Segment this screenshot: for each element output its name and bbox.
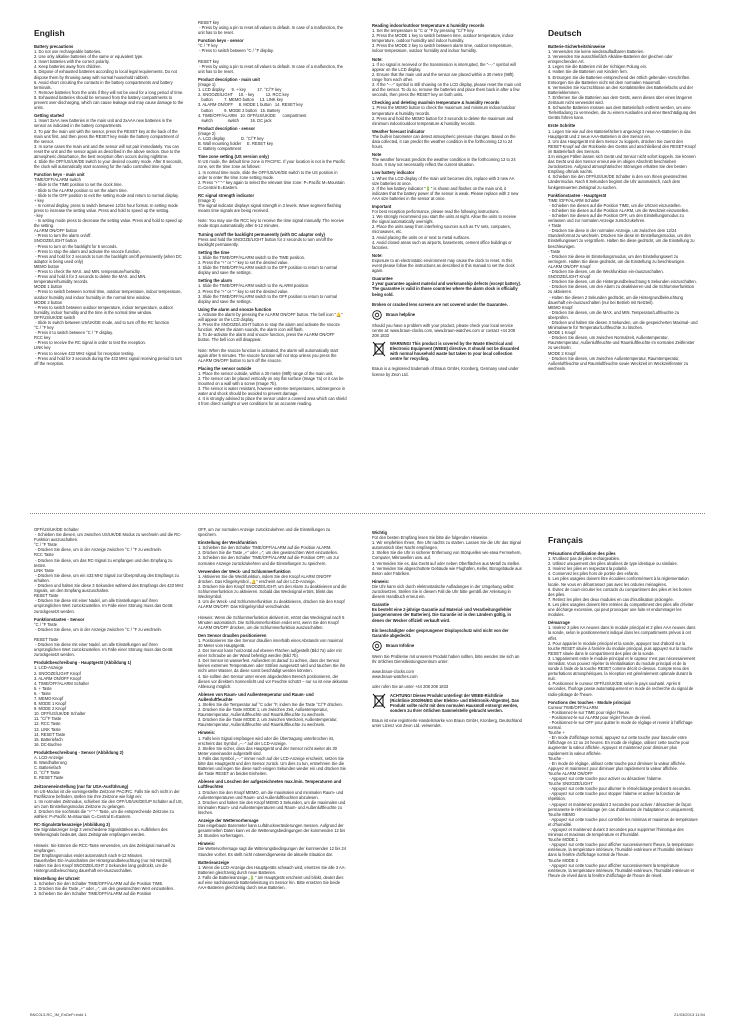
section-heading: Note: xyxy=(372,56,383,62)
section-text: 1. Set the temperature to °C or °F by pressing °C/°F key. 2. Press the MODE 1 key to switch between time, outdoor temperature, indoor temperature, outdoor humidity and indoor humidity. 3. Press the MODE 2 key to switch between alarm time, outdoor temperature, indoor temperature, outdoor humidity and indoor humidity. xyxy=(372,28,514,54)
section-text: 1. Do not use rechargeable batteries. 2. Use only alkaline batteries of the same or equivalent type. 3. Insert batteries with the correct polarity. 4. Keep batteries away from children. 5. Dispose of exhausted batteries according to local legal requirements. Do not dispose them by throwing away with normal household rubbish. 6. Avoid short circuiting the contacts in the battery compartments and battery terminals. 7. Remove batteries from the units if they will not be used for a long period of time. 8. Exhausted batteries should be removed from the battery compartments to prevent over-discharging, which can cause leakage and may cause damage to the units. xyxy=(34,49,184,111)
helpline-icon xyxy=(372,641,382,651)
section-text: 1. Insérez 3 piles AA neuves dans le module principal et 2 piles AAA neuves dans la sonde, selon le positionnement indiqué dans les compartiments prévus à cet effet. 2. Pour apparier le module principal et la sonde, appuyez tout d'abord sur la touche RESET située à l'arrière du module principal, puis appuyez sur la touche RESET située dans le compartiment des piles de la sonde. 3. L'appariement entre le module principal et le capteur n'est pas nécessairement immédiat. Vous pouvez répéter la réinitialisation du module principal et de la sonde à l'aide de la touche RESET comme décrit ci-dessus. Compte tenu des perturbations atmosphériques, la réception est généralement optimale durant la nuit. 4. Positionnez le curseur OFF/US/UK/DE selon le pays souhaité. Après 8 secondes, l'horloge passe automatiquement en mode de recherche du signal de radio-pilotage de l'heure. xyxy=(548,625,696,697)
section-heading: Ablesen von Raum- und Außentemperatur und Raum- und Außenluftfeuchte xyxy=(198,691,314,702)
section-heading: RC-Signalstärkeanzeige (Abbildung 3) xyxy=(34,822,110,828)
section-heading: Note xyxy=(372,152,382,158)
section-heading: Hinweis: xyxy=(372,578,390,584)
section-heading: Reading indoor/outdoor temperature & humidity records xyxy=(372,23,485,28)
section-text: Das eingebaute Barometer kann Luftdruckveränderungen messen. Aufgrund der gesammelten Daten kann es die Wetterungsbedingungen der kommenden 12 bis 24 Stunden vorhersagen. xyxy=(198,823,347,839)
section-heading: Getting started xyxy=(34,113,64,119)
section-text: Braun is a registered trademark of Braun GmbH, Kronberg, Germany used under license by Zeon Ltd. xyxy=(372,366,520,377)
top-sheet xyxy=(0,20,735,520)
crossed-bin-icon xyxy=(372,341,386,357)
section-text: Should you have a problem with your product, please check your local service centre at: www.braun-clocks.com, www.braun-watches.com or contact +44 208 208 1833 xyxy=(372,322,517,338)
footer-file: BNC013-RC_IM_EnDeFr.indd 1 xyxy=(30,1012,87,1017)
section-heading: Funktionstasten - Sensor xyxy=(34,616,85,622)
section-heading: Note: xyxy=(372,252,383,258)
section-text: 1. LCD-Anzeige 2. SNOOZE/LIGHT Knopf 3. ALARM ON/OFF Knopf 4. TIME/OFF/ALARM Schalter 5. + Taste 6. - Taste 7. MEMO Knopf 8. MODE 1 Knopf 9. MODE 2 Knopf 10. OFF/US/UK/DE Schalter 11. °C/°F Taste 12. RCC Taste 13. LINK Taste 14. RESET Taste 15. Batteriefach 16. DC-Buchse xyxy=(34,665,89,747)
section-text: 1. Drücken Sie den Knopf MEMO, um die maximalen und minimalen Raum- und Außentemperaturen und Raum- und Außenluftfeuchten abzulesen. 2. Drücken und halten Sie den Knopf MEMO 3 Sekunden, um die maximalen und minimalen Raum- und Außentemperaturen und Raum- und Außenluftfeuchte zu löschen. xyxy=(198,789,346,815)
section-heading: Braun Infoline xyxy=(386,643,415,649)
section-text: 1. Schieben Sie den Schalter TIME/OFF/ALARM auf die Position TIME. 2. Drücken Sie die Taste „+" oder „-", um den gewünschten Wert einzustellen. 3. Schieben Sie den Schalter TIME/OFF/ALARM auf die Position xyxy=(34,881,175,897)
section-heading: Product description - main unit xyxy=(198,76,260,82)
section-heading: Guarantee xyxy=(372,276,393,282)
section-text: Braun ist eine registrierte Handelsmarke von Braun GmbH, Kronberg, Deutschland unter Lizenz von Zeon Ltd. verwendet. xyxy=(372,717,524,728)
section-text: Im US-Modus ist die voreingestellte Zeitzone PACIFIC. Falls Sie sich nicht in der Pazifikzone befinden, stellen Sie Ihre Zeitzone wie folgt ein: 1. Im normalen Zeitmodus, schieben Sie den OFF/US/UK/DE/UP Schalter auf US, um zum Einstellungsmodus Zeitzone zu gelangen. 2. Drücken Sie nochmals die "+" "-" Taste, um die entsprechende Zeitzone zu wählen: P=Pacific M=Mountain C=Central E=Eastern. xyxy=(34,788,183,820)
section-heading: Démarrage xyxy=(548,620,570,626)
section-text: 1. When the LCD display of the main unit becomes dim, replace with 3 new AA size batteries at once. 2. If the low battery indicator "🔋" is shown and flashes on the main unit, it indicates that the battery power of the sensor is weak. Please replace with 2 new AAA size batteries in the sensor at once. xyxy=(372,175,519,201)
section-heading: Produktbeschreibung - Sensor (Abbildung 2) xyxy=(34,749,124,755)
section-heading: Hinweis: xyxy=(198,841,216,847)
footer-date: 21/03/2013 11:54 xyxy=(674,1012,705,1017)
section-text: The weather forecast predicts the weather condition in the forthcoming 12 to 24 hours. It may not necessarily reflect the current situation. xyxy=(372,157,517,168)
section-text: Die Wettervorhersage sagt die Witterungsbedingungen der kommenden 12 bis 24 Stunden vorher. Es stellt nicht notwendigerweise die aktuelle Situation dar. xyxy=(198,846,348,857)
section-text: OFF, um zur normalen Anzeige zurückzukehren und die Einstellungen zu speichern. xyxy=(198,527,332,538)
weee-notice xyxy=(372,693,522,715)
section-text: Curseur TIME/OFF/ALARM - Positionnez-le sur TIME pour régler l'heure. - Positionnez-le sur ALARM pour régler l'heure de réveil. - Positionnez-le sur OFF pour quitter le mode de réglage et revenir à l'affichage normal. Touche + - En mode d'affichage normal, appuyez sur cette touche pour basculer entre l'affichage en 12 ou 24 heures. En mode de réglage, utilisez cette touche pour augmenter la valeur affichée. Appuyez et maintenez pour diminuer plus rapidement la valeur affichée. Touche - - En mode de réglage, utilisez cette touche pour diminuer la valeur affichée. Appuyez et maintenez pour diminuer plus rapidement la valeur affichée. Touche ALARM ON/OFF - Appuyez sur cette touche pour activer ou désactiver l'alarme. Touche SNOOZE/LIGHT - Appuyez sur cette touche pour allumer le rétroéclairage pendant 5 secondes. - Appuyez sur cette touche pour stopper l'alarme et activer la fonction de répétition. - Appuyez et maintenez pendant 2 secondes pour activer / désactiver de façon permanente le rétroéclairage (en cas d'utilisation de l'adaptateur cc uniquement). Touche MEMO - Appuyez sur cette touche pour contrôler les minimas et maximas de température et d'humidité. - Appuyez et maintenez durant 3 secondes pour supprimer l'historique des minimas et maximas de température et d'humidité. Touche MODE 1 - Appuyez sur cette touche pour afficher successivement l'heure, la température extérieure, la température intérieure, l'humidité extérieure et l'humidité intérieure dans la fenêtre d'affichage normal de l'heure. Touche MODE 2 - Appuyez sur cette touche pour afficher successivement la température extérieure, la température intérieure, l'humidité extérieure, l'humidité intérieure et l'heure de réveil dans la fenêtre d'affichage de l'heure de réveil. xyxy=(548,704,698,878)
language-title: Français xyxy=(548,535,583,545)
section-heading: Garantie xyxy=(372,602,389,608)
section-heading: Function keys - sensor xyxy=(198,38,244,44)
section-text: 2 year guarantee against material and workmanship defects (except battery). The guarantee is valid in those countries where the alarm clock is officially being sold. Broken or cracked lens screens are not covered under the Guarantee. xyxy=(372,281,522,307)
section-text: °C / °F Taste - Drücken Sie diese, um in der Anzeige zwischen °C / °F zu wechseln. RESET Taste - Drücken Sie diese mit einer Nadel, um alle Einstellungen auf ihren ursprünglichen Wert zurückzustellen. Im Falle einer Störung muss das Gerät zurückgesetzt werden. xyxy=(34,621,173,658)
section-heading: Batterieanzeige xyxy=(198,859,229,865)
section-heading: Product description - sensor xyxy=(198,125,256,131)
col-english-2 xyxy=(198,20,348,520)
print-footer xyxy=(30,1012,705,1017)
col-deutsch xyxy=(548,20,698,520)
section-text: Für den besten Empfang lesen Sie bitte die folgenden Hinweise. 1. Wir empfehlen Ihnen, Ihre Uhr nachts zu starten. Lassen Sie die Uhr das Signal automatisch über Nacht empfangen. 2. Stellen Sie die Uhr in sicherer Entfernung von Störquellen wie etwa Fernsehern, Computer, Mikrowellen usw. auf. 3. Vermeiden Sie es, das Gerät auf oder neben Oberflächen aus Metall zu stellen. 4. Vermeiden Sie abgeschottete Gebäude wie Flughäfen, Keller, Bürogebäude aus Beton oder Fabriken. xyxy=(372,535,522,576)
section-heading: Wichtig xyxy=(372,530,388,535)
section-text: 1. N'utilisez pas de piles rechargeables. 2. Utilisez uniquement des piles alcalines de type identique ou similaire. 3. Insérez les piles en respectant la polarité. 4. Conservez les piles hors de portée des enfants. 5. Les piles usagées doivent être écoulées conformément à la réglementation locale. Ne vous en débarrassez pas avec les ordures ménagères. 6. Évitez de court-circuiter les contacts du compartiment des piles et les bornes des piles. 7. Retirez les piles des deux modules en cas d'inutilisation prolongée. 8. Les piles usagées doivent être retirées du compartiment des piles afin d'éviter une décharge excessive, qui peut provoquer une fuite et endommager les modules. xyxy=(548,556,694,618)
section-heading: Placing the sensor outside xyxy=(198,365,252,371)
language-title: English xyxy=(34,28,65,38)
section-text: Press and hold the SNOOZE/LIGHT button for 2 seconds to turn on/off the backlight permanently. xyxy=(198,236,334,247)
section-text: 1. Stellen Sie die Temperatur auf °C oder °F, indem Sie die Taste °C/°F drücken. 2. Drücken Sie die Taste MODE 1, um zwischen Zeit, Außentemperatur, Raumtemperatur, Außenluftfeuchte und Raumluftfeuchte zu wechseln. 3. Drücken Sie die Taste MODE 2, um zwischen Weckzeit, Außentemperatur, Raumtemperatur, Außenluftfeuchte und Raumluftfeuchte zu wechseln. xyxy=(198,702,343,728)
section-text: Die Signalanzeiger zeigt 3 verschiedene Signalstärken an. Aufblinken des Wellensignals bedeutet, dass Zeitsignale empfangen werden. Hinweis: Sie können die RCC-Taste verwenden, um das Zeitsignal manuell zu empfangen. Der Empfangsmodus endet automatisch nach 6-12 Minuten. Dauerhaftes Ein-/Ausschalten der Hintergrundbeleuchtung (nur mit Netzteil). Halten Sie den Knopf SNOOZE/LIGHT 2 Sekunden lang gedrückt, um die Hintergrundbeleuchtung dauerhaft ein-/auszuschalten. xyxy=(34,827,176,873)
section-text: ACHTUNG! Dieses Produkt unterliegt der WEEE-Richtlinie (Richtlinie 2002/96/EG über Elektro- und Elektronik-Altgeräte). Das Produkt sollte nicht mit dem normalen Hausmüll entsorgt werden, sondern zu Ihrer örtlichen Sammelstelle gebracht werden. xyxy=(390,692,521,713)
helpline-heading-row xyxy=(372,310,522,320)
section-text: (Image 2) A. LCD display D. °C/°F key B. Wall mounting holder E. RESET key C. Battery compartment xyxy=(198,130,274,152)
section-text: Die Uhr kann sich durch elektrostatische Aufladungen in der Umgebung selbst zurücksetzen. Stellen Sie in diesem Fall die Uhr bitte gemäß der Anleitung in diesem Handbuch erneut ein. xyxy=(372,583,515,600)
section-heading: Turning on/off the backlight permanently (with DC adaptor only) xyxy=(198,231,325,237)
section-heading: Précautions d'utilisation des piles xyxy=(548,551,616,556)
section-text: 1. Positionieren Sie den Sensor draußen innerhalb eines Abstands von maximal 30 Meter vom Hauptgerät. 2. Der Sensor kann horizontal auf ebenen Flächen aufgestellt (Bild 7a) oder mit einer Schraube an der Wand befestigt werden (Bild 7b). 3. Der Sensor ist wasserfest. Außerdem ist darauf zu achten, dass der Sensor keinen extremen Temperaturen oder Stößen ausgesetzt wird und tauchen Sie ihn nicht unter Wasser, da diese sonst beschädigt werden könnten. 4. Sie sollten den Sensor unter einem abgedeckten Bereich positionieren, der diesen vor direktem Sonnenlicht und vor Feuchte schützt – nur so ist eine akkurate Ablesung möglich. xyxy=(198,637,348,689)
weee-notice xyxy=(372,341,522,363)
language-title: Deutsch xyxy=(548,28,582,38)
section-heading: Verwenden der Weck- und Schlummerfunktion xyxy=(198,568,291,574)
section-text: (Image 1) 1. LCD display 9. + key 17. °C/°F key 2. SNOOZE/LIGHT 10. - key 12. RCC key button 7. MEMO button 13. LINK key 3. ALARM ON/OFF 8. MODE 1 button 14. RESET key button 9. MODE 2 button 15. Battery 4. TIME/OFF/ALARM 10. OFF/US/UK/DE compartment switch switch 16. DC jack xyxy=(198,82,307,123)
section-heading: Checking and deleting max/min temperature & humidity records xyxy=(372,100,500,106)
section-text: 1. Slide the TIME/OFF/ALARM switch to the TIME position. 2. Press the "+" or "-" key to set the desired value. 3. Slide the TIME/OFF/ALARM switch to the OFF position to return to normal display and save the settings. xyxy=(198,254,337,276)
section-heading: Fonctions des touches - Module principal xyxy=(548,699,631,705)
section-heading: Ablesen und Löschen der aufgezeichneten max./min. Temperaturen und Luftfeuchten xyxy=(198,779,342,790)
section-heading: Low battery indicator xyxy=(372,170,415,176)
section-heading: Braun helpline xyxy=(386,312,416,318)
col-deutsch-4 xyxy=(372,527,522,1007)
crossed-bin-icon xyxy=(372,693,386,709)
section-text: 1. Aktivieren Sie die Weckfunktion, indem Sie den Knopf ALARM ON/OFF drücken. Das Klingelsymbol „🔔" erscheint auf der LCD-Anzeige. 2. Drücken Sie den Knopf SNOOZE/LIGHT, um den Alarm zu deaktivieren und die Schlummerfunktion zu aktivieren. Sobald das Wecksignal ertönt, blinkt das Wecksymbol. 3. Um die Weck- und Schlummerfunktion zu deaktivieren, drücken Sie den Knopf ALARM ON/OFF. Das Klingelsymbol verschwindet. Hinweis: Wenn die Schlummerfunktion aktiviert ist, ertönt das Wecksignal nach 5 Minuten automatisch. Die Schlummerfunktion endet erst, wenn Sie den Knopf ALARM ON/OFF drücken, um die Schlummerfunktion auszuschalten. xyxy=(198,573,347,630)
section-heading: Batterie-Sicherheitshinweise xyxy=(548,44,606,49)
col-english-3 xyxy=(372,20,522,520)
section-text: Es besteht eine 2-jährige Garantie auf Material- und Verarbeitungsfehler (ausgenommen der Batterien). Die Garantie ist in den Ländern gültig, in denen der Wecker offiziell verkauft wird. Ein beschädigter oder gesprungener Displayschutz wird nicht von der Garantie abgedeckt. xyxy=(372,607,512,638)
section-text: 1. Schieben Sie den Schalter TIME/OFF/ALARM auf die Position ALARM. 2. Drücken Sie die Taste „+" oder „-", um den gewünschten Wert einzustellen. 3. Schieben Sie den Schalter TIME/OFF/ALARM auf die Position OFF, um zur normalen Anzeige zurückzukehren und die Einstellungen zu speichern. xyxy=(198,545,339,566)
section-text: TIME /OFF/ALARM Schalter - Schieben Sie diesen auf die Position TIME, um die Uhrzeit einzustellen. - Schieben Sie diesen auf die Position ALARM, um die Weckzeit einzustellen. - Schieben Sie diesen auf die Position OFF, um den Einstellungsmodus zu verlassen und zur normalen Anzeige zurückzukehren. + Taste - Drücken Sie diese in der normalen Anzeige, um zwischen dem 12/24 Stundenformat zu wechseln. Drücken Sie diese im Einstellungsmodus, um den Einstellungswert zu vergrößern. Halten Sie diese gedrückt, um die Einstellung zu beschleunigen. - Taste - Drücken Sie diese im Einstellungsmodus, um den Einstellungswert zu verringern. Halten Sie diese gedrückt, um die Einstellung zu beschleunigen. ALARM ON/OFF Knopf - Drücken Sie diesen, um die Weckfunktion ein-/auszuschalten. SNOOZE/LIGHT Knopf - Drücken Sie diesen, um die Hintergrundbeleuchtung 5 Sekunden einzuschalten. - Drücken Sie diesen, um den Alarm zu deaktivieren und die Schlummerfunktion zu aktivieren. - Halten Sie diesen 2 Sekunden gedrückt, um die Hintergrundbeleuchtung dauerhaft ein-/auszuschalten (nur bei Betrieb mit Netzteil). MEMO Knopf - Drücken Sie diesen, um die MAX. und MIN. Temperatur/Luftfeuchte zu überprüfen. - Drücken und halten Sie diesen 3 Sekunden, um die gespeicherten Maximal- und Minimalwerte für Temperatur/Luftfeuchte zu löschen. MODE 1 Knopf - Drücken Sie diesen, um zwischen Normalzeit, Außentemperatur, Raumtemperatur, Außenluftfeuchte und Raumluftfeuchte im normalen Zeitfenster zu wechseln. MODE 2 Knopf - Drücken Sie diesen, um zwischen Außentemperatur, Raumtemperatur, Außenluftfeuchte und Raumluftfeuchte sowie Weckzeit im Weckzeitfenster zu wechseln. xyxy=(548,197,698,371)
section-text: 1. Activate the alarm by pressing the ALARM ON/OFF button. The bell icon "🔔" will appear on the LCD display. 2. Press the SNOOZE/LIGHT button to stop the alarm and activate the snooze function. When the alarm sounds, the alarm icon will flash. 3. To de-activate the alarm and snooze function, press the ALARM ON/OFF button. The bell icon will disappear. Note: When the snooze function is activated, the alarm will automatically start again after 5 minutes. The snooze function will not stop unless you press the ALARM ON/OFF button to turn off the snooze. xyxy=(198,311,343,363)
col-deutsch-3 xyxy=(198,527,348,1007)
col-english xyxy=(34,20,184,520)
section-heading: Erste Schritte xyxy=(548,123,576,129)
section-heading: Weather forecast indicator xyxy=(372,128,425,134)
section-text: OFF/US/UK/DE Schalter - Schieben Sie diesen, um zwischen US/UK/DE Modus zu wechseln und die RC-Funktion auszuschalten. °C / °F Taste - Drücken Sie diese, um in der Anzeige zwischen °C / °F zu wechseln. RCC Taste - Drücken Sie diese, um das RC-Signal zu empfangen und den Empfang zu testen. LINK Taste - Drücken Sie diese, um ein 433 MHz Signal zur Überprüfung des Empfangs zu erhalten. - Drücken und halten Sie diese 3 Sekunden während des Empfangs des 433 MHz Signals, um den Empfang auszuschalten. RESET Taste - Drücken Sie diese mit einer Nadel, um alle Einstellungen auf ihren ursprünglichen Wert zurückzustellen. Im Falle einer Störung muss das Gerät zurückgesetzt werden. xyxy=(34,527,184,614)
section-heading: Setting the time xyxy=(198,249,230,255)
section-text: For best reception performance, please read the following instructions. 1. We strongly recommend you start the units at night. Allow the units to receive the signal automatically overnight. 2. Place the units away from interfering sources such as TV sets, computers, microwaves, etc. 3. Avoid placing the units on or next to metal surfaces. 4. Avoid closed areas such as airports, basements, cement office buildings or factories. xyxy=(372,209,517,250)
section-text: In US mode, the default time zone is PACIFIC. If your location is not in the Pacific zone, set the time zone as follows: 1. In normal time mode, slide the OFF/US/UK/DE switch to the US position in order to enter the time zone setting mode. 2. Press "+" "-" key again to select the relevant time zone: P=Pacific M=Mountain C=Central E=Eastern. xyxy=(198,159,346,190)
section-text: 1. Wenn die LCD-Anzeige des Hauptgeräts schwach wird, ersetzen Sie alle 3 AA-Batterien gleichzeitig durch neue Batterien. 2. Falls die Batterieanzeige „🔋" am Hauptgerät erscheint und blinkt, deutet dies auf eine nachlassende Batterieleistung im Sensor hin. Bitte ersetzen Sie beide AAA-Batterien gleichzeitig durch neue Batterien. xyxy=(198,864,346,891)
section-heading: Battery precautions xyxy=(34,44,74,49)
section-text: The built-in barometer can detect atmospheric pressure changes. Based on the data collected, it can predict the weather condition in the forthcoming 12 to 24 hours. xyxy=(372,133,517,150)
bottom-sheet xyxy=(0,527,735,1007)
section-heading: Einstellung der Uhrzeit xyxy=(34,876,80,882)
section-text: 1. Legen Sie wie auf den Batteriefächern angezeigt 3 neue AA-Batterien in das Hauptgerät und 2 neue AAA-Batterien in den Sensor ein. 2. Um das Hauptgerät mit dem Sensor zu koppeln, drücken Sie zuerst den RESET-Knopf auf der Rückseite des Geräts und anschließend den RESET-Knopf im Batteriefach des Sensors. 3.In einigen Fällen lassen sich Gerät und Sensor nicht sofort koppeln. Sie können das Gerät und den Sensor erneut wie im obigen Abschnitt beschrieben zurücksetzen. Aufgrund atmosphärischer Störungen erhalten Sie den besten Empfang oftmals nachts. 4. Schieben Sie den OFF/US/UK/DE Schalter in den von Ihnen gewünschten Ländermodus. Nach 8 Sekunden beginnt die Uhr automatisch, nach dem funkgesteuerten Zeitsignal zu suchen. xyxy=(548,128,696,190)
section-heading: Time zone setting (US version only) xyxy=(198,154,269,160)
helpline-heading-row xyxy=(372,641,522,651)
sheet-divider xyxy=(30,513,705,514)
section-text: °C / °F key - Press to switch between °C / °F display. RESET key - Press by using a pin to reset all values to default. In case of a malfunction, the unit has to be reset. xyxy=(198,43,343,74)
section-heading: RC signal strength indicator xyxy=(198,192,255,198)
section-text: 1. Verwenden Sie keine wiederaufladbaren Batterien. 2. Verwenden Sie ausschließlich Alkaline-Batterien der gleichen oder entsprechenden Art. 3. Legen Sie die Batterien mit der richtigen Polung ein. 4. Halten Sie die Batterien von Kindern fern. 5. Entsorgen Sie die Batterien entsprechend der örtlich geltenden Vorschriften. Entsorgen Sie die Batterien nicht mit dem normalen Hausmüll. 6. Vermeiden Sie Kurzschlüsse an den Kontaktstellen des Batteriefachs und der Batterieklemmen. 7. Entfernen Sie die Batterien aus dem Gerät, wenn dieses über einen längeren Zeitraum nicht verwendet wird. 8. Schwache Batterien müssen aus dem Batteriefach entfernt werden, um eine Tiefentladung zu vermeiden, die zu einem Auslaufen und einer Beschädigung des Geräts führen kann. xyxy=(548,49,697,121)
section-heading: Function keys - main unit xyxy=(34,172,85,178)
section-heading: Einstellung der Weckfunktion xyxy=(198,540,257,546)
section-heading: Using the alarm and snooze function xyxy=(198,306,272,312)
section-text: 1. Slide the TIME/OFF/ALARM switch to the ALARM position. 2. Press the "+" or "-" key to set the desired value. 3. Slide the TIME/OFF/ALARM switch to the OFF position to return to normal display and save the settings. xyxy=(198,283,337,304)
section-heading: Hinweis: xyxy=(198,730,216,736)
section-text: Exposure to an electrostatic environment may cause the clock to reset. In this event please follow the instructions as described in this manual to set the clock again. xyxy=(372,257,516,274)
section-text: TIME/OFF/ALARM switch - Slide to the TIME position to set the clock time. - Slide to the ALARM position to set the alarm time. - Slide to the OFF position to exit the setting mode and return to normal display. + key - In normal display, press to switch between 12/24 hour format. In setting mode press to increase the setting value. Press and hold to speed up the setting. - key - In setting mode press to decrease the setting value. Press and hold to speed up the setting. ALARM ON/OFF button - Press to turn the alarm on/off. SNOOZE/LIGHT button - Press to turn on the backlight for 5 seconds. - Press to stop the alarm and activate the snooze function. - Press and hold for 2 seconds to turn the backlight on/off permanently (when DC adaptor is being used only) MEMO button - Press to check the MAX. and MIN. temperature/humidity. - Press and hold it for 3 seconds to delete the MAX. and MIN. temperature/humidity records. MODE 1 button - Press to switch between normal time, outdoor temperature, indoor temperature, outdoor humidity and indoor humidity in the normal time window. MODE 2 button - Press to switch between outdoor temperature, indoor temperature, outdoor humidity, indoor humidity and the time in the normal time window. OFF/US/UK/DE switch - Slide to switch between US/UK/DE mode, and to turn off the RC function °C / °F key - Press it to switch between °C / °F display. RCC key - Press to receive the RC signal in order to test the reception. LINK key - Press to receive 433 MHz signal for reception testing. - Press and hold for 3 seconds during the 433 MHz signal receiving period to turn off the reception. xyxy=(34,177,183,366)
section-text: 1. Place the sensor outside, within a 30 metre (98ft) range of the main unit. 2. The sensor can be placed vertically on any flat surface (Image 7a) or it can be mounted on a wall with a screw (Image 7b). 3. The sensor is water resistant, however extreme temperatures, submergence in water and shock should be avoided to prevent damage. 4. It is strongly advised to place the sensor under a covered area which can shield it from direct sunlight or wet conditions for an accurate reading. xyxy=(198,370,347,407)
section-text: 1. Press the MEMO button to check the maximum and minimum indoor/outdoor temperature & humidity records. 2. Press and hold the MEMO button for 3 seconds to delete the maximum and minimum indoor/outdoor temperature & humidity records. xyxy=(372,105,516,126)
section-heading: Setting the alarm xyxy=(198,278,232,284)
section-heading: Anzeige der Wettervorhersage xyxy=(198,817,259,823)
section-heading: Produktbeschreibung - Hauptgerät (Abbildung 1) xyxy=(34,660,132,666)
section-heading: Funktionstasten - Hauptgerät xyxy=(548,192,607,198)
section-heading: Den Sensor draußen positionieren xyxy=(198,632,267,638)
section-text: 1. If no signal is received or the transmission is interrupted, the "--.-" symbol will appear on the LCD display. 2. Ensure that the main unit and the sensor are placed within a 30 metre (98ft) range from each other. 3. If the "--.-" symbol is still showing on the LCD display, please reset the main unit and the sensor. To do so, remove the batteries and place them back in after a few seconds, then press the RESET key on both units. xyxy=(372,61,521,98)
section-text: A. LCD-Anzeige B. Wandhalterung C. Batteriefach D. °C/°F Taste E. RESET Taste xyxy=(34,755,67,781)
helpline-icon xyxy=(372,310,382,320)
section-heading: Important xyxy=(372,204,392,209)
section-text: WARNING! This product is covered by the Waste Electrical and Electronic Equipment (WEEE) directive. It should not be discarded with normal household waste but taken to your local collection centre for recycling. xyxy=(390,341,521,362)
section-text: (Image 3) The signal indicator displays signal strength in 3 levels. Wave segment flashing means time signals are being received. Note: You may use the RCC key to receive the time signal manually. The receive mode stops automatically after 6-12 minutes. xyxy=(198,198,344,229)
section-text: RESET key - Press by using a pin to reset all values to default. In case of a malfunction, the unit has to be reset. xyxy=(198,20,343,36)
col-francais xyxy=(548,527,698,1007)
col-deutsch-2 xyxy=(34,527,184,1007)
section-text: 1. Insert 3xAA new batteries in the main unit and 2xAAA new batteries in the sensor as indicated in the battery compartments. 2. To pair the main unit with the sensor, press the RESET key at the back of the main unit first, and then press the RESET key inside the battery compartment of the sensor. 3. In some cases the main unit and the sensor will not pair immediately. You can reset the unit and the sensor again as described in the above section. Due to the atmospheric disturbance, the best reception often occurs during nighttime. 4. Slide the OFF/US/UK/DE switch to your desired country mode. After 8 seconds, the clock will automatically start scanning for the radio controlled time signal. xyxy=(34,118,183,170)
section-text: 1. Falls kein Signal empfangen wird oder die Übertragung unterbrochen ist, erscheint das Symbol „--.-" auf der LCD-Anzeige. 2. Stellen Sie sicher, dass das Hauptgerät und der Sensor nicht weiter als 30 Meter voneinander aufgestellt sind. 3. Falls das Symbol „--.-" immer noch auf der LCD-Anzeige erscheint, setzen Sie bitte das Hauptgerät und den Sensor zurück. Um dies zu tun, entnehmen Sie die Batterien und legen Sie diese nach einigen Sekunden wieder ein und drücken Sie die Taste RESET an beiden Einheiten. xyxy=(198,735,346,777)
section-heading: Zeitzoneneinstellung (nur für USA-Ausführung) xyxy=(34,783,129,789)
section-text: Wenn Sie Probleme mit unserem Produkt haben sollten, bitte wenden Sie sich an Ihr örtliches Dienstleistungszentrum unter: www.braun-clocks.com www.braun-watches.com oder rufen Sie an unter +44 208 208 1833 xyxy=(372,653,520,690)
